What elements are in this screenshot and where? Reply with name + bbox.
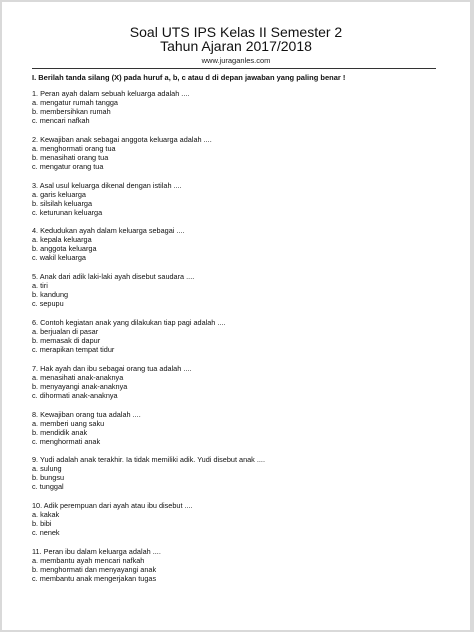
page-subtitle: Tahun Ajaran 2017/2018 [160, 38, 312, 54]
question-item [32, 181, 432, 227]
option-a: a. mengatur rumah tangga [32, 98, 118, 107]
option-c: c. menghormati anak [32, 436, 101, 446]
instruction-text: I. Berilah tanda silang (X) pada huruf a, b, c atau d di depan jawaban yang paling benar ! [32, 73, 346, 82]
question-item [32, 135, 432, 181]
option-a: a. membantu ayah mencari nafkah [32, 555, 145, 565]
option-b: b. bungsu [32, 473, 65, 483]
question-text: 10. Adik perempuan dari ayah atau ibu disebut .... [32, 501, 193, 511]
option-b: b. anggota keluarga [32, 244, 97, 254]
option-b: b. menghormati dan menyayangi anak [32, 564, 157, 574]
question-list [32, 89, 432, 593]
page-title: Soal UTS IPS Kelas II Semester 2 [129, 24, 343, 40]
question-text: 1. Peran ayah dalam sebuah keluarga adalah .... [32, 89, 190, 98]
option-b: b. membersihkan rumah [32, 107, 111, 116]
question-text: 11. Peran ibu dalam keluarga adalah .... [32, 546, 161, 556]
option-c: c. mengatur orang tua [32, 161, 104, 171]
question-text: 7. Hak ayah dan ibu sebagai orang tua adalah .... [32, 363, 192, 373]
option-b: b. kandung [32, 290, 69, 300]
option-a: a. menghormati orang tua [32, 143, 116, 153]
option-a: a. berjualan di pasar [32, 326, 99, 336]
question-text: 8. Kewajiban orang tua adalah .... [32, 409, 141, 419]
question-text: 5. Anak dari adik laki-laki ayah disebut saudara .... [32, 272, 195, 282]
question-item [32, 272, 432, 318]
question-text: 4. Kedudukan ayah dalam keluarga sebagai .... [32, 226, 185, 236]
question-item [32, 501, 432, 547]
option-c: c. mencari nafkah [32, 116, 90, 125]
option-a: a. kakak [32, 510, 60, 520]
option-b: b. menasihati orang tua [32, 152, 109, 162]
question-item [32, 410, 432, 456]
option-c: c. nenek [32, 528, 60, 538]
option-a: a. kepala keluarga [32, 235, 92, 245]
option-a: a. garis keluarga [32, 189, 86, 199]
question-item [32, 364, 432, 410]
option-a: a. tiri [32, 281, 48, 291]
document-page [2, 2, 470, 630]
question-item [32, 455, 432, 501]
question-text: 6. Contoh kegiatan anak yang dilakukan tiap pagi adalah .... [32, 317, 226, 327]
option-b: b. silsilah keluarga [32, 198, 93, 208]
header-divider [32, 68, 436, 69]
option-c: c. tunggal [32, 482, 64, 492]
option-b: b. bibi [32, 519, 52, 529]
option-b: b. memasak di dapur [32, 335, 101, 345]
question-text: 3. Asal usul keluarga dikenal dengan istilah .... [32, 180, 182, 190]
question-text: 2. Kewajiban anak sebagai anggota keluarga adalah .... [32, 134, 212, 144]
option-a: a. menasihati anak-anaknya [32, 372, 124, 382]
option-a: a. sulung [32, 464, 62, 474]
option-a: a. memberi uang saku [32, 418, 105, 428]
option-b: b. mendidik anak [32, 427, 88, 437]
question-item [32, 89, 432, 135]
option-c: c. sepupu [32, 299, 64, 309]
question-item [32, 226, 432, 272]
question-item [32, 547, 432, 593]
website-url: www.juraganles.com [201, 56, 271, 65]
option-c: c. dihormati anak-anaknya [32, 390, 118, 400]
option-c: c. membantu anak mengerjakan tugas [32, 573, 157, 583]
option-c: c. keturunan keluarga [32, 207, 103, 217]
option-c: c. merapikan tempat tidur [32, 344, 115, 354]
question-item [32, 318, 432, 364]
option-b: b. menyayangi anak-anaknya [32, 381, 128, 391]
option-c: c. wakil keluarga [32, 253, 86, 263]
question-text: 9. Yudi adalah anak terakhir. Ia tidak memiliki adik. Yudi disebut anak .... [32, 455, 265, 465]
